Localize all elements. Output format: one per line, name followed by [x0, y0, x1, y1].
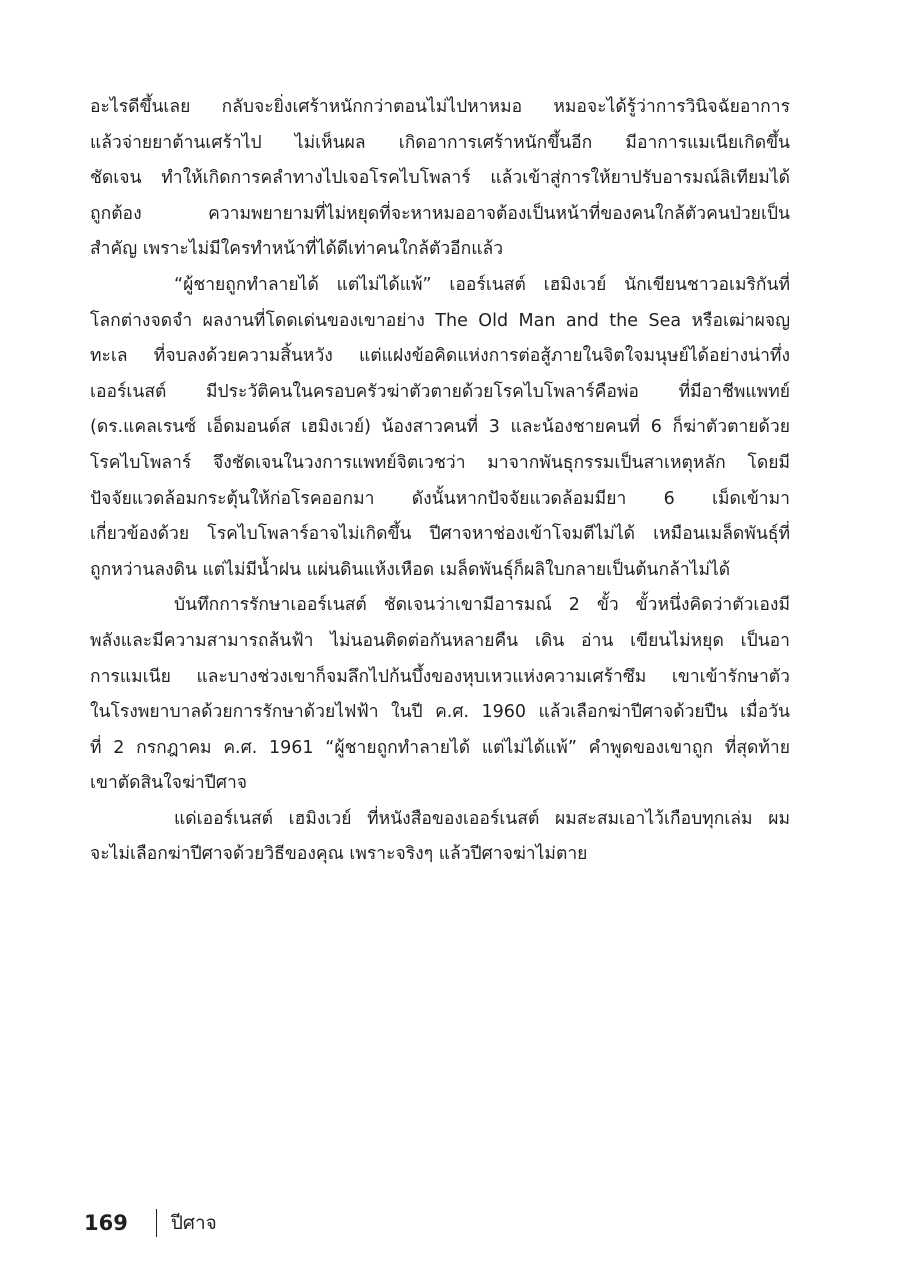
text-line: การแมเนีย และบางช่วงเขาก็จมลึกไปก้นบึ้งของหุบเหวแห่งความเศร้าซึม เขาเข้ารักษาตัว [90, 666, 790, 687]
text-line: “ผู้ชายถูกทำลายได้ แต่ไม่ได้แพ้” เออร์เนสต์ เฮมิงเวย์ นักเขียนชาวอเมริกันที่ [174, 274, 790, 295]
text-line: ปัจจัยแวดล้อมกระตุ้นให้ก่อโรคออกมา ดังนั้นหากปัจจัยแวดล้อมมียา 6 เม็ดเข้ามา [90, 488, 790, 509]
text-line: อะไรดีขึ้นเลย กลับจะยิ่งเศร้าหนักกว่าตอนไม่ไปหาหมอ หมอจะได้รู้ว่าการวินิจฉัยอาการ [90, 97, 790, 117]
text-line: แด่เออร์เนสต์ เฮมิงเวย์ ที่หนังสือของเออร์เนสต์ ผมสะสมเอาไว้เกือบทุกเล่ม ผม [174, 808, 790, 829]
text-line: พลังและมีความสามารถล้นฟ้า ไม่นอนติดต่อกันหลายคืน เดิน อ่าน เขียนไม่หยุด เป็นอา [90, 630, 790, 651]
text-line: ถูกหว่านลงดิน แต่ไม่มีน้ำฝน แผ่นดินแห้งเหือด เมล็ดพันธุ์ก็ผลิใบกลายเป็นต้นกล้าไม่ได้ [90, 559, 731, 580]
page-number: 169 [84, 1211, 128, 1235]
text-line: โลกต่างจดจำ ผลงานที่โดดเด่นของเขาอย่าง The Old Man and the Sea หรือเฒ่าผจญ [90, 310, 790, 331]
text-line: เกี่ยวข้องด้วย โรคไบโพลาร์อาจไม่เกิดขึ้น ปีศาจหาช่องเข้าโจมตีไม่ได้ เหมือนเมล็ดพันธุ์ที่ [90, 524, 790, 545]
text-line: ชัดเจน ทำให้เกิดการคลำทางไปเจอโรคไบโพลาร์ แล้วเข้าสู่การให้ยาปรับอารมณ์ลิเทียมได้ [90, 168, 790, 189]
page-footer [84, 1205, 217, 1241]
text-line: บันทึกการรักษาเออร์เนสต์ ชัดเจนว่าเขามีอารมณ์ 2 ขั้ว ขั้วหนึ่งคิดว่าตัวเองมี [174, 595, 790, 616]
text-line: ถูกต้อง ความพยายามที่ไม่หยุดที่จะหาหมออาจต้องเป็นหน้าที่ของคนใกล้ตัวคนป่วยเป็น [90, 203, 790, 224]
text-line: จะไม่เลือกฆ่าปีศาจด้วยวิธีของคุณ เพราะจริงๆ แล้วปีศาจฆ่าไม่ตาย [90, 844, 588, 865]
text-line: ในโรงพยาบาลด้วยการรักษาด้วยไฟฟ้า ในปี ค.ศ. 1960 แล้วเลือกฆ่าปีศาจด้วยปืน เมื่อวัน [90, 702, 790, 723]
text-line: โรคไบโพลาร์ จึงชัดเจนในวงการแพทย์จิตเวชว่า มาจากพันธุกรรมเป็นสาเหตุหลัก โดยมี [90, 452, 790, 473]
body-text [90, 90, 790, 873]
footer-divider [156, 1209, 157, 1237]
text-line: ที่ 2 กรกฎาคม ค.ศ. 1961 “ผู้ชายถูกทำลายได้ แต่ไม่ได้แพ้” คำพูดของเขาถูก ที่สุดท้าย [90, 737, 790, 758]
text-line: แล้วจ่ายยาต้านเศร้าไป ไม่เห็นผล เกิดอาการเศร้าหนักขึ้นอีก มีอาการแมเนียเกิดขึ้น [90, 132, 790, 153]
text-line: เออร์เนสต์ มีประวัติคนในครอบครัวฆ่าตัวตายด้วยโรคไบโพลาร์คือพ่อ ที่มีอาชีพแพทย์ [90, 381, 790, 402]
running-title: ปีศาจ [170, 1212, 217, 1234]
text-line: (ดร.แคลเรนซ์ เอ็ดมอนด์ส เฮมิงเวย์) น้องสาวคนที่ 3 และน้องชายคนที่ 6 ก็ฆ่าตัวตายด้วย [90, 417, 790, 438]
text-line: ทะเล ที่จบลงด้วยความสิ้นหวัง แต่แฝงข้อคิดแห่งการต่อสู้ภายในจิตใจมนุษย์ได้อย่างน่าทึ่ง [90, 346, 790, 367]
text-line: สำคัญ เพราะไม่มีใครทำหน้าที่ได้ดีเท่าคนใกล้ตัวอีกแล้ว [90, 239, 504, 260]
text-line: เขาตัดสินใจฆ่าปีศาจ [90, 773, 248, 794]
